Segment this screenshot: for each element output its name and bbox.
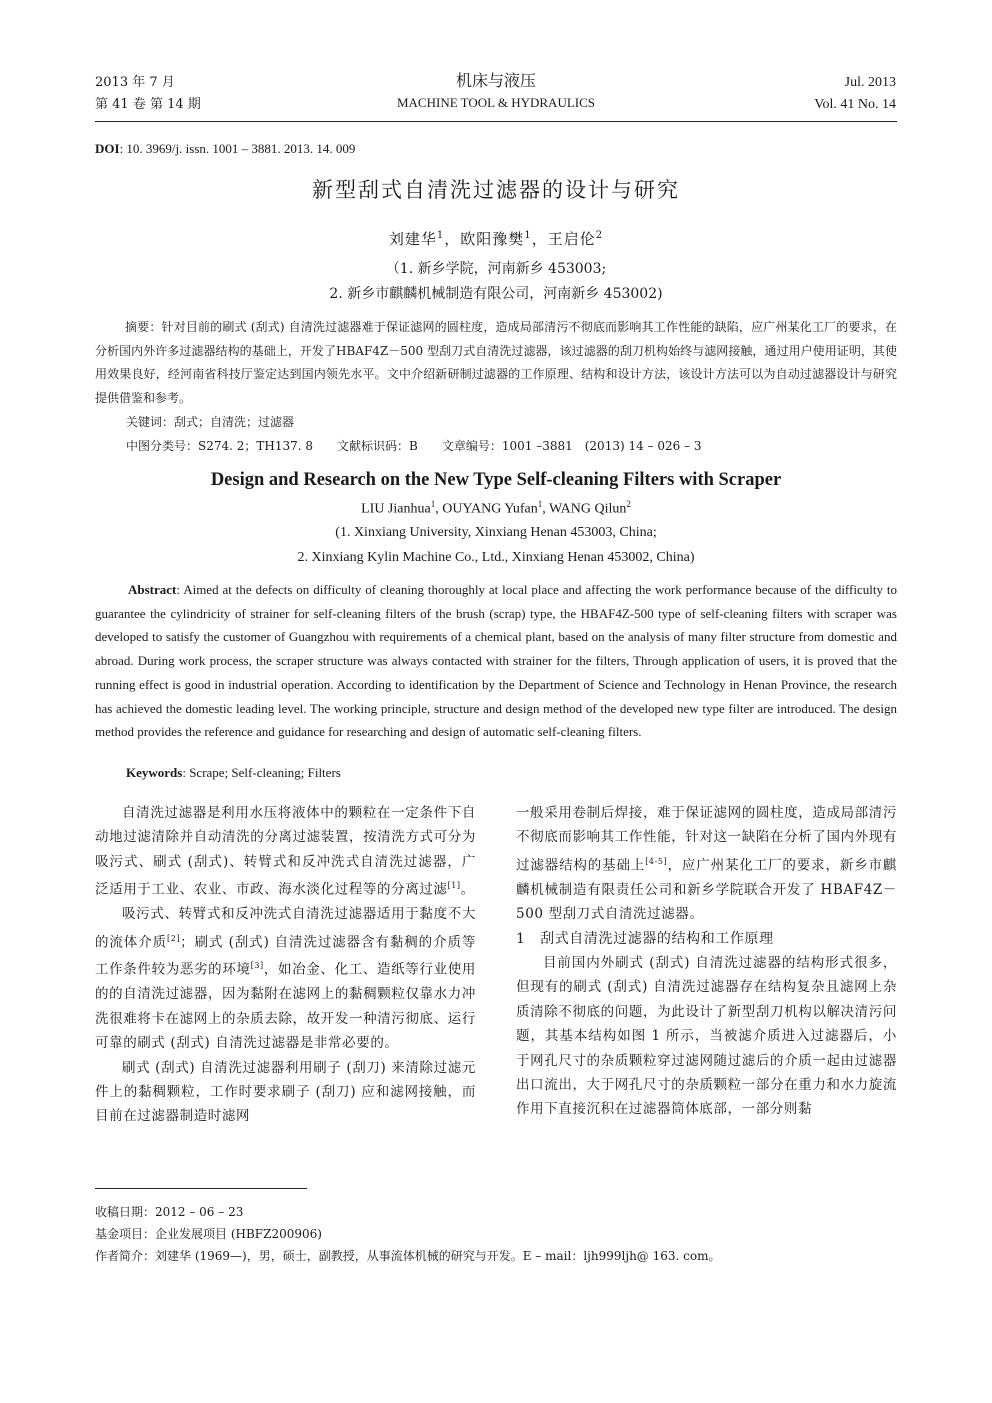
doi-line bbox=[95, 141, 355, 157]
keywords-cn: 关键词：刮式；自清洗；过滤器 bbox=[126, 415, 295, 429]
author-cn-1-sup: 1 bbox=[436, 230, 445, 241]
author-cn-3: ，王启伦 bbox=[531, 230, 596, 248]
body-left-paragraph-2 bbox=[95, 902, 476, 1055]
body-right-paragraph-2: 目前国内外刷式 (刮式) 自清洗过滤器的结构形式很多，但现有的刷式 (刮式) 自清洗过滤器存在结构复杂且滤网上杂质清除不彻底的问题，为此设计了新型刮刀机构以解决清污问题，其基本结构如图 1 所示，当被滤介质进入过滤器后，小于网孔尺寸的杂质颗粒穿过滤网随过滤后的介质一起由过滤器出口流出，大于网孔尺寸的杂质颗粒一部分在重力和水力旋流作用下直接沉积在过滤器筒体底部，一部分则黏 bbox=[516, 954, 897, 1118]
body-left-p2-text-c: ，如冶金、化工、造纸等行业使用的的自清洗过滤器，因为黏附在滤网上的黏稠颗粒仅靠水力冲洗很难将卡在滤网上的杂质去除，故开发一种清污彻底、运行可靠的刷式 (刮式) 自清洗过滤器是非常必要的。 bbox=[95, 961, 477, 1052]
abstract-en-paragraph bbox=[95, 578, 897, 744]
header-divider bbox=[95, 121, 897, 122]
title-cn: 新型刮式自清洗过滤器的设计与研究 bbox=[312, 178, 680, 202]
author-en-3: , WANG Qilun bbox=[542, 501, 627, 517]
body-right-p1-text: 一般采用卷制后焊接，难于保证滤网的圆柱度，造成局部清污不彻底而影响其工作性能，针对这一缺陷在分析了国内外现有过滤器结构的基础上 bbox=[516, 805, 897, 874]
abstract-cn bbox=[95, 316, 897, 410]
author-en-1-sup: 1 bbox=[430, 499, 436, 509]
author-en-1: LIU Jianhua bbox=[361, 501, 431, 517]
body-column-left bbox=[95, 801, 476, 1129]
abstract-cn-text: 摘要：针对目前的刷式 (刮式) 自清洗过滤器难于保证滤网的圆柱度，造成局部清污不彻底而影响其工作性能的缺陷，应广州某化工厂的要求，在分析国内外许多过滤器结构的基础上，开发了HBAF4Z－500 型刮刀式自清洗过滤器，该过滤器的刮刀机构始终与滤网接触，通过用户使用证明，其使用效果良好，经河南省科技厅鉴定达到国内领先水平。文中介绍新研制过滤器的工作原理、结构和设计方法，该设计方法可以为自动过滤器设计与研究提供借鉴和参考。 bbox=[95, 320, 897, 405]
doi-label: DOI bbox=[95, 141, 120, 156]
footnote-author-bio: 作者简介：刘建华 (1969—)，男，硕士，副教授，从事流体机械的研究与开发。E – mail：ljh999ljh@ 163. com。 bbox=[95, 1249, 721, 1263]
doi-value: : 10. 3969/j. issn. 1001 – 3881. 2013. 14. 009 bbox=[119, 141, 356, 156]
journal-name-en: MACHINE TOOL & HYDRAULICS bbox=[396, 95, 595, 110]
author-en-2-sup: 1 bbox=[537, 499, 543, 509]
section-1-heading: 1 刮式自清洗过滤器的结构和工作原理 bbox=[516, 930, 774, 947]
author-cn-1: 刘建华 bbox=[388, 230, 437, 248]
affiliation-cn-2: 2. 新乡市麒麟机械制造有限公司，河南新乡 453002) bbox=[329, 286, 663, 302]
keywords-en bbox=[126, 765, 341, 781]
footnote-received: 收稿日期：2012 – 06 – 23 bbox=[95, 1205, 244, 1219]
abstract-en bbox=[95, 578, 897, 744]
citation-4-5: [4-5] bbox=[645, 856, 668, 866]
affiliation-en-2: 2. Xinxiang Kylin Machine Co., Ltd., Xinxiang Henan 453002, China) bbox=[297, 550, 695, 565]
abstract-en-label: Abstract bbox=[128, 582, 177, 597]
citation-1: [1] bbox=[447, 881, 461, 891]
footnote-divider bbox=[95, 1188, 307, 1189]
body-right-p1-end: ，应广州某化工厂的要求，新乡市麒麟机械制造有限责任公司和新乡学院联合开发了 HBAF4Z－500 型刮刀式自清洗过滤器。 bbox=[516, 857, 897, 923]
abstract-en-text: : Aimed at the defects on difficulty of cleaning thoroughly at local place and affecting the work performance because of the difficulty to guarantee the cylindricity of strainer for self-cleaning filters of the brush (scrap) type, the HBAF4Z-500 type of self-cleaning filters with scraper was developed to satisfy the customer of Guangzhou with requirements of a chemical plant, based on the analysis of many filter structure from domestic and abroad. During work process, the scraper structure was always contacted with strainer for the filters, Through application of users, it is proved that the running effect is good in industrial operation. According to identification by the Department of Science and Technology in Henan Province, the research has achieved the domestic leading level. The working principle, structure and design method of the developed new type filter are introduced. The design method provides the reference and guidance for researching and design of automatic self-cleaning filters. bbox=[95, 582, 897, 740]
body-right-paragraph-1 bbox=[516, 801, 897, 927]
body-column-right bbox=[516, 801, 897, 1122]
footnote-funding: 基金项目：企业发展项目 (HBFZ200906) bbox=[95, 1227, 322, 1241]
keywords-en-label: Keywords bbox=[126, 765, 183, 780]
citation-2: [2] bbox=[167, 933, 181, 943]
header-issue-en: Vol. 41 No. 14 bbox=[814, 97, 896, 112]
citation-3: [3] bbox=[250, 961, 264, 971]
journal-name-cn: 机床与液压 bbox=[455, 71, 536, 90]
body-left-paragraph-3: 刷式 (刮式) 自清洗过滤器利用刷子 (刮刀) 来清除过滤元件上的黏稠颗粒，工作时要求刷子 (刮刀) 应和滤网接触，而目前在过滤器制造时滤网 bbox=[95, 1059, 476, 1125]
title-en: Design and Research on the New Type Self-cleaning Filters with Scraper bbox=[210, 470, 782, 490]
classification-cn: 中图分类号：S274. 2；TH137. 8 文献标识码：B 文章编号：1001 –3881 (2013) 14 – 026 – 3 bbox=[126, 439, 702, 453]
body-left-p1-text: 自清洗过滤器是利用水压将液体中的颗粒在一定条件下自动地过滤清除并自动清洗的分离过滤装置，按清洗方式可分为吸污式、刷式 (刮式)、转臂式和反冲洗式自清洗过滤器，广泛适用于工业、农业、市政、海水淡化过程等的分离过滤 bbox=[95, 805, 476, 898]
authors-cn bbox=[0, 228, 992, 249]
header-issue-cn: 第 41 卷 第 14 期 bbox=[95, 97, 201, 112]
body-left-p2-text-a: 吸污式、转臂式和反冲洗式自清洗过滤器适用于黏度不大的流体介质 bbox=[95, 906, 476, 951]
body-left-p1-end: 。 bbox=[460, 881, 475, 898]
keywords-en-text: : Scrape; Self-cleaning; Filters bbox=[182, 765, 341, 780]
authors-en bbox=[0, 499, 992, 518]
affiliation-en-1: (1. Xinxiang University, Xinxiang Henan 453003, China; bbox=[335, 525, 657, 540]
author-en-3-sup: 2 bbox=[626, 499, 631, 509]
author-cn-2-sup: 1 bbox=[524, 230, 532, 241]
author-cn-3-sup: 2 bbox=[595, 230, 604, 241]
affiliation-cn-1: （1. 新乡学院，河南新乡 453003; bbox=[385, 261, 607, 277]
author-en-2: , OUYANG Yufan bbox=[435, 501, 538, 517]
body-left-p2-text-b: ；刷式 (刮式) 自清洗过滤器含有黏稠的介质等工作条件较为恶劣的环境 bbox=[95, 934, 476, 978]
header-right bbox=[814, 72, 896, 116]
author-cn-2: ，欧阳豫樊 bbox=[444, 230, 525, 248]
body-left-paragraph-1 bbox=[95, 801, 476, 902]
header-date-cn: 2013 年 7 月 bbox=[95, 75, 175, 90]
header-date-en: Jul. 2013 bbox=[844, 75, 896, 90]
